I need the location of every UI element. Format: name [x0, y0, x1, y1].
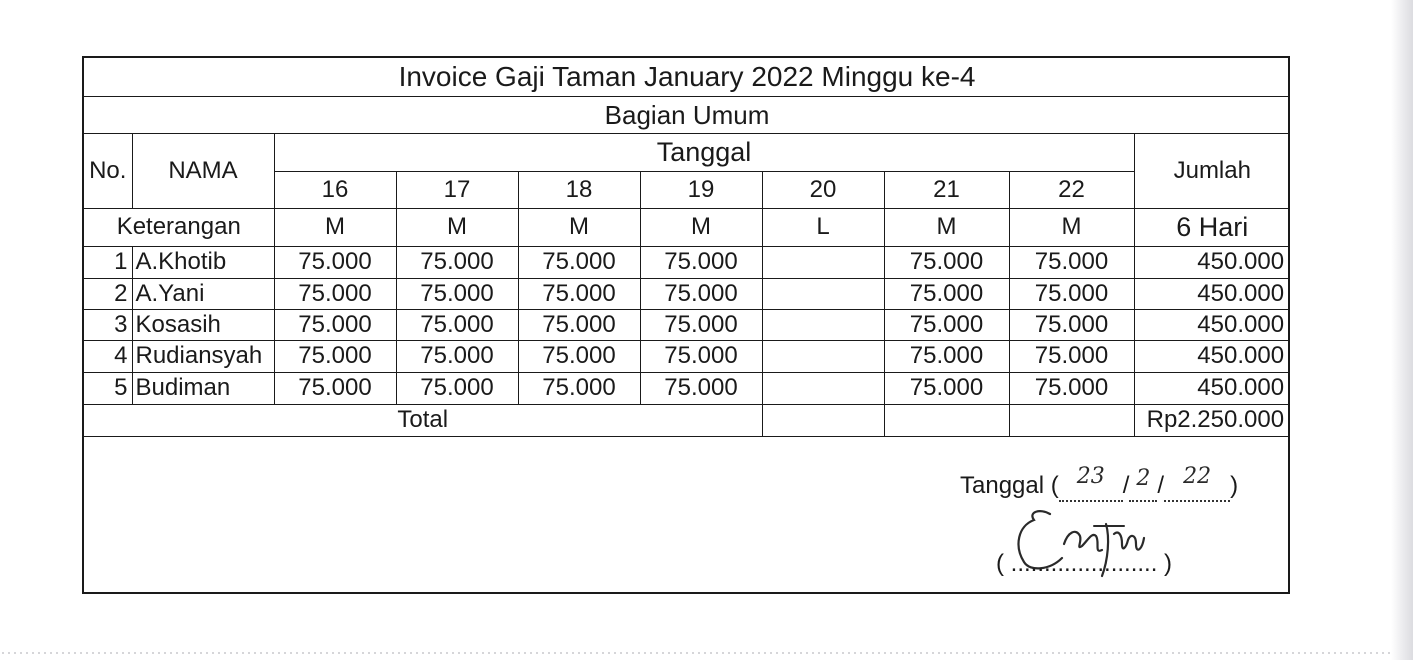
status-cell: M	[640, 208, 762, 246]
no-header: No.	[84, 133, 132, 208]
row-no: 4	[84, 340, 132, 372]
row-value	[762, 309, 884, 340]
row-name: A.Yani	[132, 278, 274, 309]
date-close: )	[1230, 472, 1239, 499]
section-row	[84, 96, 1290, 133]
row-value	[762, 372, 884, 404]
date-line	[960, 464, 1239, 502]
row-value: 75.000	[640, 372, 762, 404]
row-value: 75.000	[274, 340, 396, 372]
row-no: 2	[84, 278, 132, 309]
sign-dots: ......................	[1010, 550, 1158, 577]
row-value: 75.000	[884, 372, 1009, 404]
row-jumlah: 450.000	[1134, 246, 1290, 278]
date-month: 2	[1136, 466, 1151, 491]
section-title: Bagian Umum	[84, 96, 1290, 133]
status-cell: M	[518, 208, 640, 246]
table-row	[84, 278, 1290, 309]
row-value: 75.000	[518, 372, 640, 404]
invoice-sheet	[82, 56, 1290, 594]
total-label: Total	[84, 404, 762, 436]
row-value: 75.000	[518, 309, 640, 340]
row-jumlah: 450.000	[1134, 278, 1290, 309]
jumlah-header: Jumlah	[1134, 133, 1290, 208]
status-cell: M	[1009, 208, 1134, 246]
date-cell: 20	[762, 171, 884, 208]
tanggal-header: Tanggal	[274, 133, 1134, 171]
row-value: 75.000	[274, 246, 396, 278]
date-cell: 18	[518, 171, 640, 208]
row-value	[762, 278, 884, 309]
date-cell: 19	[640, 171, 762, 208]
row-value: 75.000	[518, 246, 640, 278]
row-value: 75.000	[396, 340, 518, 372]
row-value: 75.000	[640, 309, 762, 340]
row-value: 75.000	[640, 340, 762, 372]
scan-dot-line	[0, 652, 1391, 654]
row-value	[762, 340, 884, 372]
table-row	[84, 246, 1290, 278]
total-empty-cell	[884, 404, 1009, 436]
row-value: 75.000	[884, 278, 1009, 309]
row-value: 75.000	[884, 309, 1009, 340]
row-value: 75.000	[518, 278, 640, 309]
date-sep: /	[1122, 472, 1130, 499]
header-row-1	[84, 133, 1290, 171]
date-cell: 21	[884, 171, 1009, 208]
invoice-title: Invoice Gaji Taman January 2022 Minggu ke-4	[84, 58, 1290, 96]
total-row	[84, 404, 1290, 436]
date-cell: 16	[274, 171, 396, 208]
row-value: 75.000	[884, 246, 1009, 278]
status-cell: M	[884, 208, 1009, 246]
row-value: 75.000	[518, 340, 640, 372]
status-cell: M	[396, 208, 518, 246]
row-value	[762, 246, 884, 278]
row-value: 75.000	[1009, 246, 1134, 278]
row-value: 75.000	[396, 246, 518, 278]
invoice-table	[84, 58, 1290, 437]
row-jumlah: 450.000	[1134, 372, 1290, 404]
row-value: 75.000	[884, 340, 1009, 372]
table-row	[84, 372, 1290, 404]
row-value: 75.000	[274, 278, 396, 309]
row-name: Budiman	[132, 372, 274, 404]
keterangan-label: Keterangan	[84, 208, 274, 246]
total-empty-cell	[1009, 404, 1134, 436]
row-value: 75.000	[396, 309, 518, 340]
date-cell: 17	[396, 171, 518, 208]
signature-line	[996, 550, 1172, 578]
total-amount: Rp2.250.000	[1134, 404, 1290, 436]
status-cell: L	[762, 208, 884, 246]
signature-area	[84, 438, 1288, 592]
sign-close: )	[1164, 550, 1173, 577]
row-value: 75.000	[1009, 372, 1134, 404]
status-cell: M	[274, 208, 396, 246]
date-sep: /	[1157, 472, 1165, 499]
title-row	[84, 58, 1290, 96]
row-value: 75.000	[1009, 309, 1134, 340]
tanggal-label: Tanggal (	[960, 472, 1059, 499]
row-value: 75.000	[274, 309, 396, 340]
row-value: 75.000	[396, 372, 518, 404]
row-value: 75.000	[1009, 340, 1134, 372]
date-year: 22	[1183, 464, 1212, 489]
row-no: 3	[84, 309, 132, 340]
nama-header: NAMA	[132, 133, 274, 208]
row-value: 75.000	[396, 278, 518, 309]
days-total: 6 Hari	[1134, 208, 1290, 246]
date-cell: 22	[1009, 171, 1134, 208]
row-jumlah: 450.000	[1134, 340, 1290, 372]
row-value: 75.000	[640, 246, 762, 278]
table-row	[84, 340, 1290, 372]
table-row	[84, 309, 1290, 340]
sign-open: (	[996, 550, 1004, 577]
row-no: 5	[84, 372, 132, 404]
row-name: A.Khotib	[132, 246, 274, 278]
keterangan-row	[84, 208, 1290, 246]
row-name: Rudiansyah	[132, 340, 274, 372]
row-value: 75.000	[1009, 278, 1134, 309]
total-empty-cell	[762, 404, 884, 436]
row-no: 1	[84, 246, 132, 278]
scan-edge-shadow	[1391, 0, 1413, 660]
row-value: 75.000	[274, 372, 396, 404]
row-name: Kosasih	[132, 309, 274, 340]
date-day: 23	[1076, 464, 1105, 489]
row-value: 75.000	[640, 278, 762, 309]
row-jumlah: 450.000	[1134, 309, 1290, 340]
